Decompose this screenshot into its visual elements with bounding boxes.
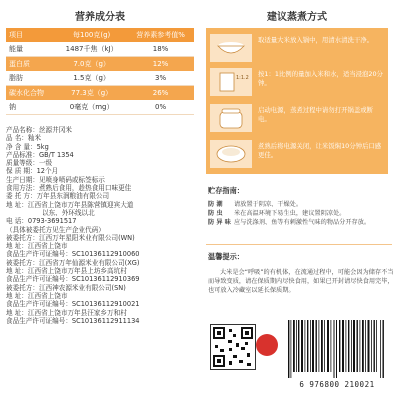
product-info [6,126,198,325]
table-header: 项目 [6,28,56,42]
table-header: 营养素参考值% [127,28,194,42]
info-line: 以东、外环线以北 [42,208,95,217]
tips-text: 大米是会“呼吸”的有机体，在流通过程中，可能会因为储存不当而导致变质，请在保质期内尽快食用，如果已开封请尽快食用完毕，也可放入冷藏室以延长保质期。 [208,269,394,294]
cooking-step-text: 按1：1比例的量加入米和水，适当浸泡20分钟。 [258,70,383,87]
info-line: 地 址：江西省上饶市万年县上坊乡高坑村 [6,267,127,276]
storage-label: 防 潮 [208,201,223,208]
table-header: 每100克(g) [56,28,127,42]
cooking-step [210,140,384,168]
info-line: 产品标准：GB/T 1354 [6,150,74,159]
table-row [6,57,194,72]
info-line: 被委托方：江西神农源米业有限公司(SN) [6,283,126,292]
table-row [6,71,194,86]
storage-text: 请放置于阴凉、干燥处。 [234,201,303,208]
table-cell: 蛋白质 [6,57,56,72]
cooking-step-text: 煮熟后将电源关闭，让米饭焖10分钟后口感更佳。 [258,142,382,159]
nutrition-table [6,28,194,115]
info-line: 委 托 方：万年县东润粮油有限公司 [6,192,110,201]
storage-item [208,200,394,209]
rice-bowl-icon [210,34,252,62]
barcode [286,320,386,378]
info-line: 被委托方：江西省万年仙源米业有限公司(XG) [6,258,140,267]
ratio-label: 1:1.2 [236,75,249,81]
cooking-panel [206,28,388,174]
info-line: 质量等级：一级 [6,159,53,168]
brand-logo-icon [256,334,278,356]
table-cell: 碳水化合物 [6,86,56,101]
table-cell: 77.3克（g） [56,86,127,101]
table-cell: 钠 [6,100,56,115]
storage-title: 贮存指南： [208,186,244,195]
info-line: 品 名：籼米 [6,134,42,143]
storage-label: 防 虫 [208,210,223,217]
info-line: 地 址：江西省上饶市 [6,242,68,251]
info-line: 食品生产许可证编号：SC10136112911134 [6,316,140,325]
cooking-title: 建议蒸煮方式 [267,12,327,23]
table-cell: 7.0克（g） [56,57,127,72]
info-line: 被委托方：江西万年星阳米业有限公司(WN) [6,233,135,242]
table-cell: 0% [127,100,194,115]
info-line: 食用方法：煮熟后食用，趁热食用口味更佳 [6,184,132,193]
table-cell: 26% [127,86,194,101]
nutrition-title: 营养成分表 [75,12,125,23]
storage-list [208,200,394,227]
cooked-rice-icon [210,140,252,168]
cooking-step [210,68,384,96]
table-cell: 0毫克（mg） [56,100,127,115]
info-line: 食品生产许可证编号：SC10136112910021 [6,300,140,309]
cooking-step-text: 取适量大米放入锅中，用清水清洗干净。 [258,36,374,44]
info-line: 净 含 量：5kg [6,142,49,151]
storage-item [208,209,394,218]
table-row [6,86,194,101]
info-line: 地 址：江西省上饶市 [6,291,68,300]
table-cell: 12% [127,57,194,72]
info-line: 食品生产许可证编号：SC10136112910060 [6,250,140,259]
qr-code [210,324,256,370]
table-cell: 1.5克（g） [56,71,127,86]
table-cell: 1487千焦（kJ） [56,42,127,57]
table-row [6,42,194,57]
info-line: 产品名称：丝源井冈米 [6,126,72,134]
info-line: （具体被委托方见生产企业代码） [6,225,105,234]
table-cell: 能量 [6,42,56,57]
table-cell: 脂肪 [6,71,56,86]
rice-cooker-icon [210,104,252,132]
info-line: 地 址：江西省上饶市万年县汪家乡万和村 [6,308,127,317]
info-line: 食品生产许可证编号：SC10136112910369 [6,275,140,284]
info-line: 保 质 期：12个月 [6,167,59,176]
storage-text: 应与洗涤剂、鱼等有刺激性气味的物品分开存放。 [234,219,371,226]
cooking-step [210,104,384,132]
divider [206,244,392,245]
storage-text: 米在高温环境下易生虫，建议置阴凉处。 [234,210,346,217]
storage-label: 防 异 味 [208,219,231,226]
cooking-step-text: 启动电源，蒸煮过程中请勿打开锅盖或断电。 [258,106,374,123]
table-row [6,100,194,115]
measuring-cup-icon [210,68,252,96]
barcode-number: 6 976800 210021 [299,380,375,389]
info-line: 电 话：0793-3691517 [6,217,77,226]
tips-title: 温馨提示： [208,252,244,261]
table-cell: 3% [127,71,194,86]
cooking-step [210,34,384,62]
info-line: 生产日期：见喷身喷码或标签标示 [6,175,105,184]
info-line: 地 址：江西省上饶市万年县陈营镇迎宾大道 [6,200,134,209]
table-header-row [6,28,194,42]
storage-item [208,218,394,227]
table-cell: 18% [127,42,194,57]
